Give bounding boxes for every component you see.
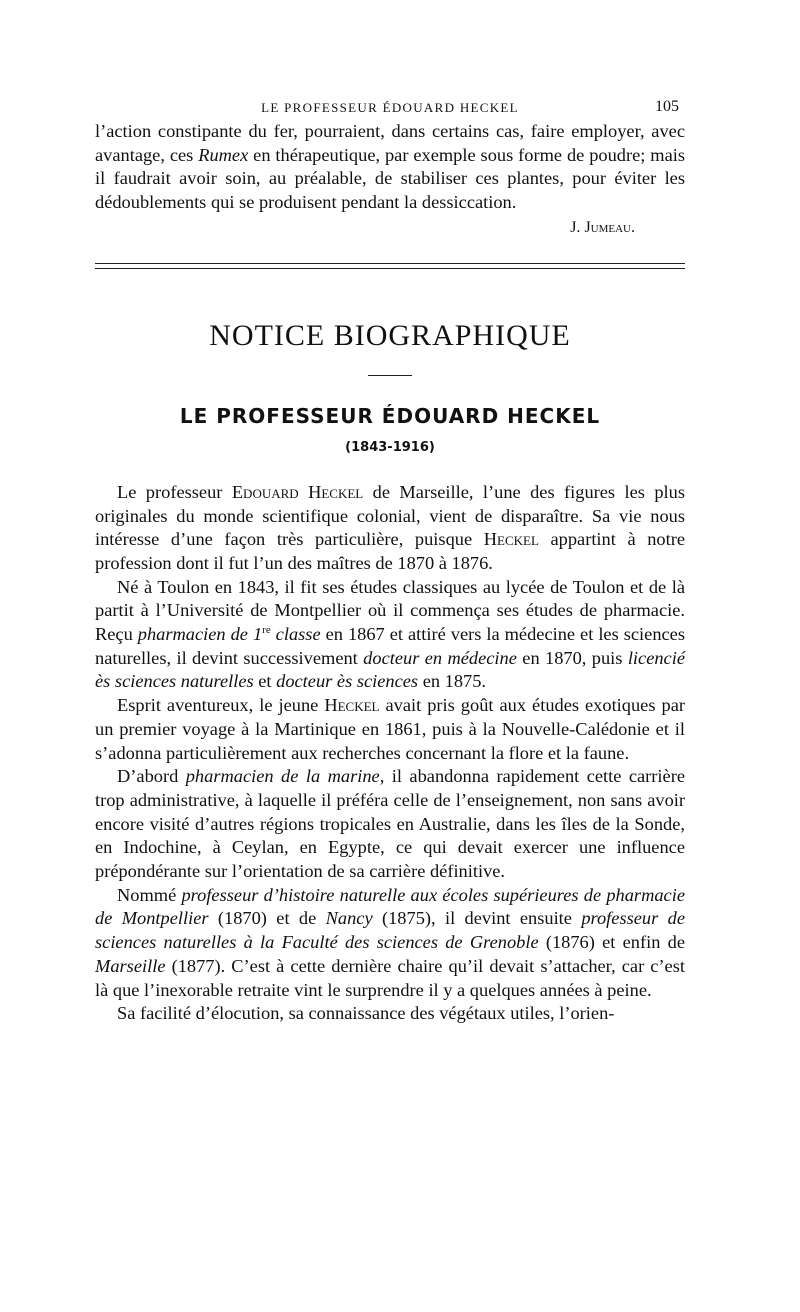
text-run: , il abandonna rapidement cette carrière trop administrative, à laquelle il préféra celle de l’enseignement, non sans avoir encore visité d’autres régions tropicales en Australie, dans les îles de la Sonde, en Indochine, à Ceylan, en Egypte, ce qui devait exercer une influence prépondérante sur l’orientation de sa carrière définitive. bbox=[95, 766, 685, 882]
page-number: 105 bbox=[655, 98, 679, 115]
text-run: Nommé bbox=[117, 884, 182, 905]
text-run: Le professeur bbox=[117, 481, 232, 502]
small-caps-run: Heckel bbox=[483, 529, 539, 550]
signature-initial: J. bbox=[570, 218, 585, 236]
running-head bbox=[95, 96, 685, 120]
text-run: (1870) et de bbox=[208, 908, 326, 929]
text-run: Né à Toulon en 1843, il fit ses études classiques au lycée de Toulon et de là partit à l’Université de Montpellier où il commença ses études de pharmacie. Reçu bbox=[95, 576, 685, 645]
italic-run: pharmacien de 1 bbox=[137, 624, 263, 645]
notice-body bbox=[95, 481, 685, 1026]
signature-name: Jumeau. bbox=[584, 218, 635, 236]
text-run: en thérapeutique, par exemple sous forme de poudre; mais il faudrait avoir soin, au préalable, de stabiliser ces plantes, pour éviter les dédoublements qui se produisent pendant la dessiccation. bbox=[95, 144, 685, 213]
italic-run: professeur de sciences naturelles à la Faculté des sciences de Grenoble bbox=[95, 908, 685, 953]
page bbox=[95, 96, 685, 1026]
text-run: (1875), il devint ensuite bbox=[372, 908, 582, 929]
notice-paragraph bbox=[95, 481, 685, 576]
italic-run: docteur en médecine bbox=[363, 647, 517, 668]
notice-dates: (1843-1916) bbox=[345, 439, 435, 455]
text-run: l’action constipante du fer, pourraient, dans certains cas, faire employer, avec avantage, ces bbox=[95, 121, 685, 165]
italic-run: classe bbox=[270, 624, 321, 645]
text-run: de Marseille, l’une des figures les plus originales du monde scientifique colonial, vient de disparaître. Sa vie nous intéresse d’une façon très particulière, puisque bbox=[95, 481, 685, 550]
previous-article-closing-paragraph bbox=[95, 120, 685, 215]
author-signature bbox=[95, 219, 685, 237]
notice-paragraph bbox=[95, 1002, 685, 1026]
text-run: D’abord bbox=[117, 766, 186, 787]
notice-paragraph bbox=[95, 576, 685, 695]
running-head-title: LE PROFESSEUR ÉDOUARD HECKEL bbox=[261, 100, 519, 115]
text-run: en 1875. bbox=[418, 671, 487, 692]
notice-subject: LE PROFESSEUR ÉDOUARD HECKEL bbox=[179, 403, 601, 428]
text-run: (1877). C’est à cette dernière chaire qu’il devait s’attacher, car c’est là que l’inexorable retraite vint le surprendre il y a quelques années à peine. bbox=[95, 955, 685, 1000]
notice-paragraph bbox=[95, 884, 685, 1003]
text-run: Esprit aventureux, le jeune bbox=[117, 695, 325, 716]
notice-paragraph bbox=[95, 694, 685, 765]
title-rule bbox=[368, 375, 412, 376]
section-divider bbox=[95, 263, 685, 269]
notice-paragraph bbox=[95, 765, 685, 884]
italic-run: Nancy bbox=[325, 908, 373, 929]
italic-run: pharmacien de la marine bbox=[185, 766, 380, 787]
italic-run: docteur ès sciences bbox=[276, 671, 419, 692]
text-run: Sa facilité d’élocution, sa connaissance des végétaux utiles, l’orien- bbox=[117, 1003, 615, 1024]
small-caps-run: Heckel bbox=[324, 695, 380, 716]
text-run: en 1870, puis bbox=[516, 647, 628, 668]
notice-title: NOTICE BIOGRAPHIQUE bbox=[209, 318, 571, 352]
text-run: appartint à notre profession dont il fut l’un des maîtres de 1870 à 1876. bbox=[95, 529, 685, 573]
text-run: (1876) et enfin de bbox=[538, 932, 685, 953]
italic-run: Marseille bbox=[95, 955, 166, 976]
text-run: avait pris goût aux études exotiques par un premier voyage à la Martinique en 1861, puis à la Nouvelle-Calédonie et il s’adonna particulièrement aux recherches concernant la flore et la faune. bbox=[95, 695, 685, 763]
text-run: en 1867 et attiré vers la médecine et les sciences naturelles, il devint successivement bbox=[95, 624, 685, 668]
italic-run: professeur d’histoire naturelle aux écoles supérieures de pharmacie de Montpellier bbox=[95, 884, 685, 929]
italic-run: Rumex bbox=[198, 144, 249, 165]
italic-run: licencié ès sciences naturelles bbox=[95, 647, 685, 692]
text-run: et bbox=[253, 671, 277, 692]
superscript-run: re bbox=[262, 623, 271, 636]
small-caps-run: Edouard Heckel bbox=[231, 481, 364, 502]
